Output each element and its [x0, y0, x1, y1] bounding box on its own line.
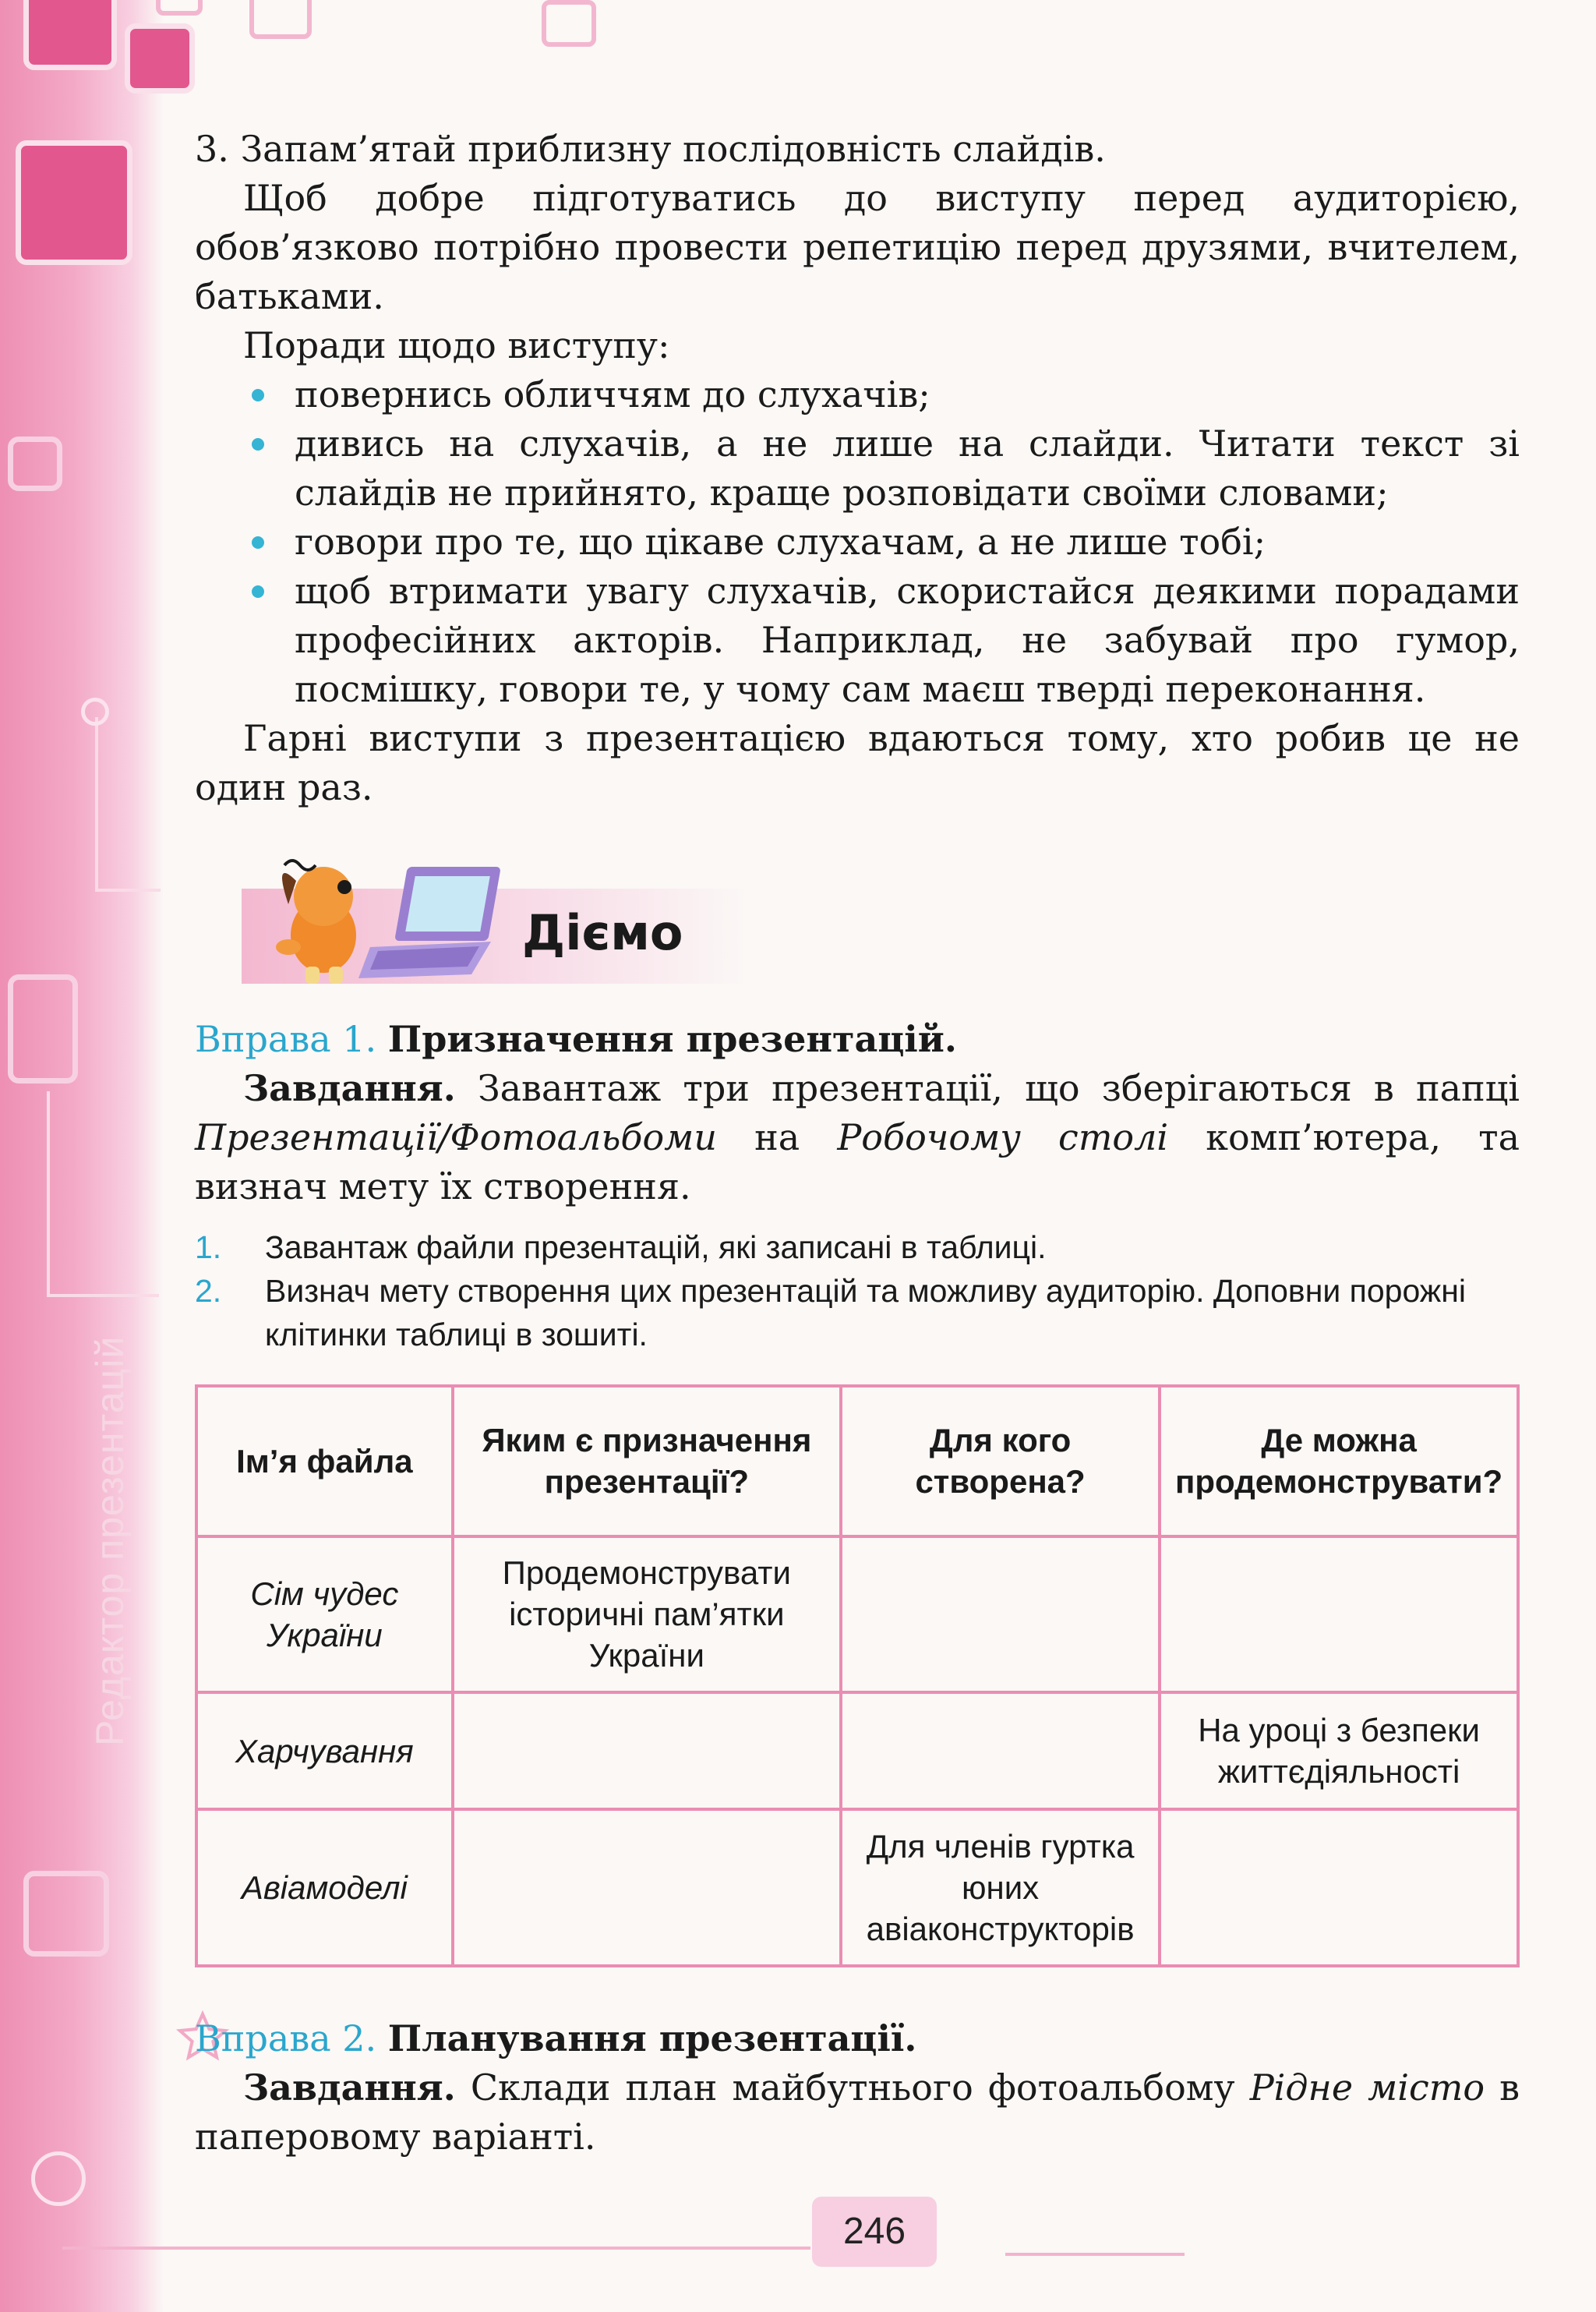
- folder-path: Презентації/Фотоальбоми: [195, 1116, 717, 1158]
- tip-text: щоб втримати увагу слухачів, скористайся деякими порадами професійних акторів. Наприклад, не забувай про гумор, посмішку, говори те, у чому сам маєш тверді переконання.: [295, 570, 1520, 710]
- exercise-2-task: [195, 2063, 1520, 2162]
- album-name: Рідне місто: [1249, 2066, 1485, 2109]
- vertical-section-title: Редактор презентацій: [88, 1335, 132, 1746]
- task-text: Склади план майбутнього фотоальбому: [470, 2066, 1235, 2109]
- intro-step-3: 3. Запам’ятай приблизну послідовність слайдів.: [195, 128, 1106, 170]
- table-header-row: [196, 1386, 1518, 1536]
- intro-section: [195, 125, 1520, 812]
- table-cell: [1160, 1809, 1518, 1966]
- presentations-table: [195, 1384, 1520, 1967]
- decorative-square: [125, 23, 195, 94]
- table-cell: [1160, 1536, 1518, 1693]
- exercise-1-label: Вправа 1.: [195, 1018, 377, 1060]
- bullet-icon: [252, 585, 264, 598]
- decorative-square: [23, 0, 117, 70]
- table-cell: [453, 1809, 841, 1966]
- table-cell: Авіамоделі: [196, 1809, 453, 1966]
- task-label: Завдання.: [243, 1067, 456, 1109]
- task-text: комп’ютера, та визнач мету їх створення.: [195, 1116, 1520, 1207]
- list-item: [295, 370, 1520, 419]
- decorative-square: [8, 974, 78, 1084]
- table-header: Для кого створена?: [841, 1386, 1160, 1536]
- exercise-1: [195, 1015, 1520, 1211]
- task-text: Завантаж три презентації, що зберігаються в папці: [477, 1067, 1520, 1109]
- table-cell: Продемонструвати історичні пам’ятки України: [453, 1536, 841, 1693]
- table-cell: На уроці з безпеки життєдіяльності: [1160, 1692, 1518, 1809]
- desktop-location: Робочому столі: [837, 1116, 1169, 1158]
- circuit-node: [31, 2151, 86, 2206]
- decorative-square: [156, 0, 203, 16]
- list-item: [295, 518, 1520, 567]
- tip-text: говори про те, що цікаве слухачам, а не лише тобі;: [295, 521, 1266, 563]
- list-item: [195, 1225, 1527, 1269]
- table-cell: [841, 1536, 1160, 1693]
- decorative-square: [16, 140, 132, 265]
- task-text: на: [754, 1116, 800, 1158]
- footer-line: [1005, 2253, 1185, 2256]
- table-row: [196, 1536, 1518, 1693]
- exercise-1-title: Призначення презентацій.: [387, 1018, 957, 1060]
- table-cell: Сім чудес України: [196, 1536, 453, 1693]
- decorative-square: [249, 0, 312, 39]
- exercise-1-task: [195, 1064, 1520, 1211]
- decorative-square: [23, 1871, 109, 1957]
- footer-line: [62, 2247, 810, 2250]
- section-header: [242, 850, 756, 990]
- table-header: Яким є призначення презентації?: [453, 1386, 841, 1536]
- bullet-icon: [252, 389, 264, 401]
- exercise-1-steps: [195, 1225, 1527, 1356]
- table-row: [196, 1809, 1518, 1966]
- table-cell: [453, 1692, 841, 1809]
- page-number: 246: [812, 2197, 937, 2267]
- tip-text: повернись обличчям до слухачів;: [295, 373, 930, 415]
- table-row: [196, 1692, 1518, 1809]
- step-text: Завантаж файли презентацій, які записані в таблиці.: [265, 1229, 1047, 1265]
- circuit-line: [47, 1091, 159, 1297]
- decorative-square: [8, 437, 62, 491]
- list-item: [295, 419, 1520, 518]
- tips-list: [195, 370, 1520, 714]
- step-number: 1.: [195, 1229, 222, 1265]
- task-label: Завдання.: [243, 2066, 456, 2109]
- list-item: [195, 1269, 1527, 1356]
- circuit-line: [95, 717, 161, 892]
- table-cell: [841, 1692, 1160, 1809]
- tip-text: дивись на слухачів, а не лише на слайди. Читати текст зі слайдів не прийнято, краще розповідати своїми словами;: [295, 422, 1520, 514]
- table-header: Ім’я файла: [196, 1386, 453, 1536]
- task-text: в паперовому варіанті.: [195, 2066, 1520, 2158]
- bullet-icon: [252, 438, 264, 451]
- tips-heading: Поради щодо виступу:: [243, 324, 670, 366]
- exercise-2-label: Вправа 2.: [195, 2017, 377, 2059]
- table-cell: Харчування: [196, 1692, 453, 1809]
- list-item: [295, 567, 1520, 714]
- laptop-icon: [355, 857, 526, 990]
- exercise-2: [195, 2014, 1520, 2162]
- rehearsal-paragraph: Щоб добре підготуватись до виступу перед аудиторією, обов’язково потрібно провести репетицію перед друзями, вчителем, батьками.: [195, 177, 1520, 317]
- circuit-node: [81, 698, 109, 726]
- table-cell: Для членів гуртка юних авіаконструкторів: [841, 1809, 1160, 1966]
- decorative-margin: [0, 0, 164, 2312]
- decorative-square: [542, 0, 596, 47]
- step-text: Визнач мету створення цих презентацій та можливу аудиторію. Доповни порожні клітинки таблиці в зошиті.: [265, 1273, 1466, 1352]
- conclusion-paragraph: Гарні виступи з презентацією вдаються тому, хто робив це не один раз.: [195, 717, 1520, 808]
- exercise-2-title: Планування презентації.: [387, 2017, 917, 2059]
- table-header: Де можна продемонструвати?: [1160, 1386, 1518, 1536]
- step-number: 2.: [195, 1273, 222, 1309]
- bullet-icon: [252, 536, 264, 549]
- section-title: Діємо: [522, 904, 683, 961]
